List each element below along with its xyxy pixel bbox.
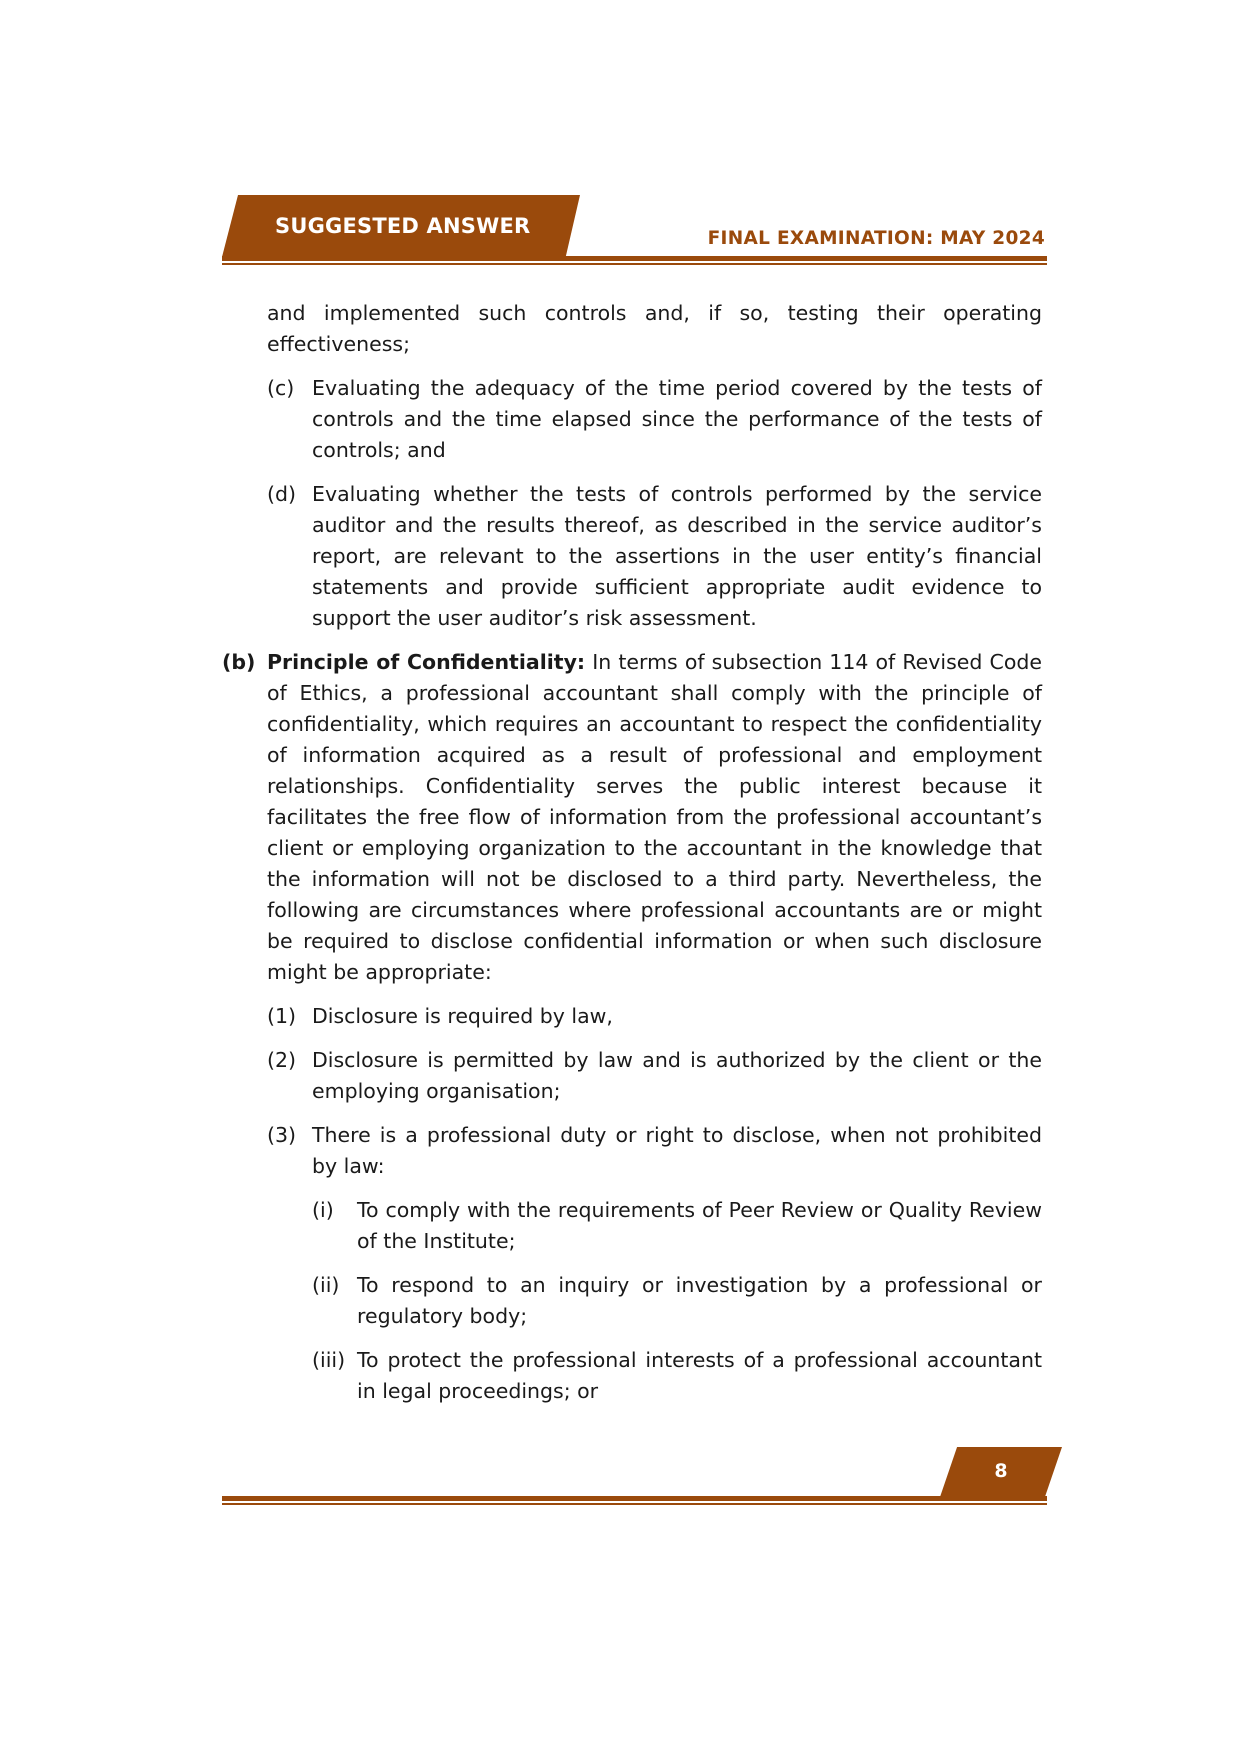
item-text: Disclosure is required by law, xyxy=(312,1004,613,1028)
part-b-text xyxy=(267,647,1042,988)
list-item-d xyxy=(267,479,1042,634)
list-item-3 xyxy=(267,1120,1042,1182)
list-item-1 xyxy=(267,1001,1042,1032)
part-b-label: (b) xyxy=(222,650,256,674)
page-number: 8 xyxy=(994,1460,1008,1482)
item-label: (i) xyxy=(312,1198,334,1222)
item-text: Evaluating the adequacy of the time period covered by the tests of controls and the time elapsed since the performance of the tests of controls; and xyxy=(312,376,1042,462)
continuation-text: and implemented such controls and, if so, testing their operating effectiveness; xyxy=(267,301,1042,356)
header-tab-label: SUGGESTED ANSWER xyxy=(275,214,531,238)
item-label: (iii) xyxy=(312,1348,346,1372)
exam-title: FINAL EXAMINATION: MAY 2024 xyxy=(707,228,1045,249)
footer-rule xyxy=(222,1496,1047,1501)
part-b-heading: Principle of Confidentiality: xyxy=(267,650,586,674)
part-b-body: In terms of subsection 114 of Revised Code of Ethics, a professional accountant shall comply with the principle of confidentiality, which requires an accountant to respect the confidentiality of information acquired as a result of professional and employment relationships. Confidentiality serves the public interest because it facilitates the free flow of information from the professional accountant’s client or employing organization to the accountant in the knowledge that the information will not be disclosed to a third party. Nevertheless, the following are circumstances where professional accountants are or might be required to disclose confidential information or when such disclosure might be appropriate: xyxy=(267,650,1042,984)
item-label: (1) xyxy=(267,1004,297,1028)
list-item-2 xyxy=(267,1045,1042,1107)
footer-rule-thin xyxy=(222,1503,1047,1505)
header-rule xyxy=(222,256,1047,261)
list-item-i xyxy=(312,1195,1042,1257)
item-label: (2) xyxy=(267,1048,297,1072)
item-text: There is a professional duty or right to disclose, when not prohibited by law: xyxy=(312,1123,1042,1178)
list-item-c xyxy=(267,373,1042,466)
item-label: (c) xyxy=(267,376,295,400)
item-label: (3) xyxy=(267,1123,297,1147)
part-b xyxy=(222,647,1042,988)
list-item-ii xyxy=(312,1270,1042,1332)
item-text: Disclosure is permitted by law and is authorized by the client or the employing organisation; xyxy=(312,1048,1042,1103)
document-body xyxy=(222,298,1042,1407)
header-rule-thin xyxy=(222,263,1047,265)
item-label: (ii) xyxy=(312,1273,340,1297)
item-text: To protect the professional interests of a professional accountant in legal proceedings; or xyxy=(357,1348,1042,1403)
item-text: To respond to an inquiry or investigation by a professional or regulatory body; xyxy=(357,1273,1042,1328)
item-text: Evaluating whether the tests of controls performed by the service auditor and the results thereof, as described in the service auditor’s report, are relevant to the assertions in the user entity’s financial statements and provide sufficient appropriate audit evidence to support the user auditor’s risk assessment. xyxy=(312,482,1042,630)
item-text: To comply with the requirements of Peer Review or Quality Review of the Institute; xyxy=(357,1198,1042,1253)
list-item-iii xyxy=(312,1345,1042,1407)
item-label: (d) xyxy=(267,482,297,506)
